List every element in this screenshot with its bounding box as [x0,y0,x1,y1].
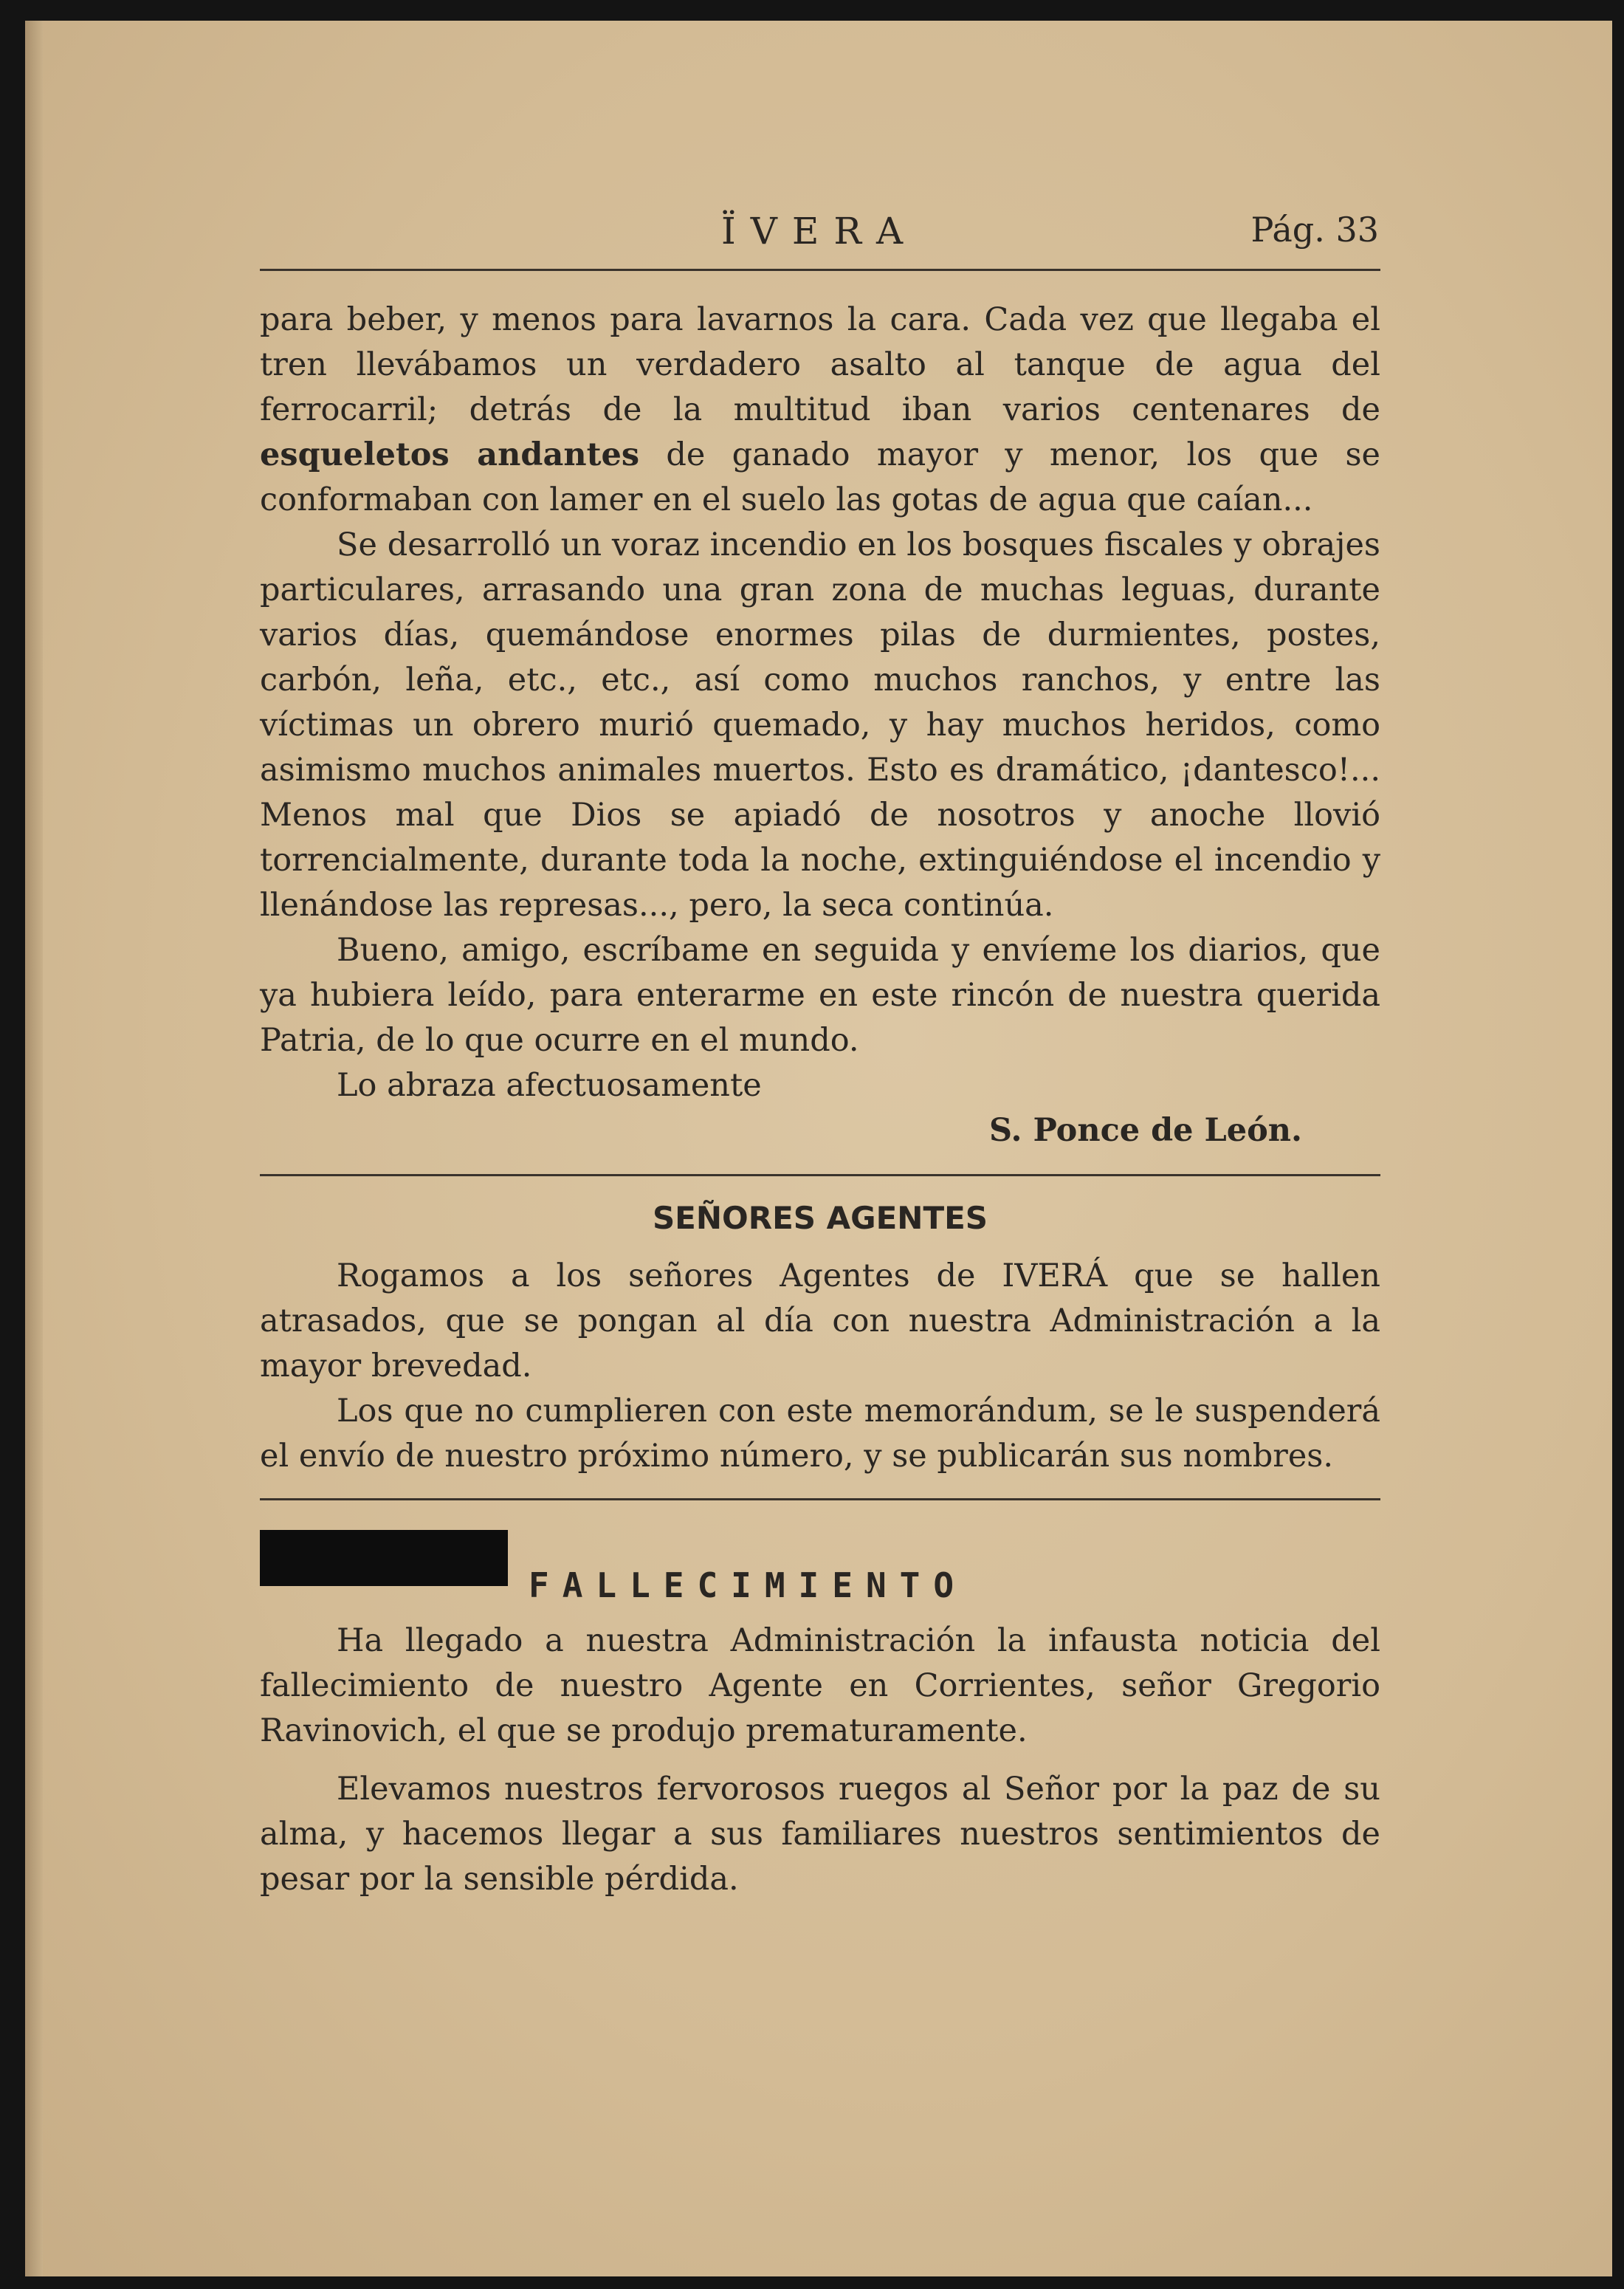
agents-paragraph-1: Rogamos a los señores Agentes de IVERÁ que se hallen atrasados, que se pongan al día con nuestra Administración a la mayor brevedad. [260,1257,1380,1384]
emphasis-text: esqueletos andantes [260,436,640,473]
section-divider [260,1174,1380,1176]
letter-signature: S. Ponce de León. [989,1112,1302,1149]
obituary-heading: FALLECIMIENTO [529,1565,968,1605]
obituary-notice [260,1619,1380,1902]
page-number: Pág. 33 [1250,210,1379,250]
section-divider [260,1498,1380,1500]
letter-paragraph-2: Se desarrolló un voraz incendio en los bosques fiscales y obrajes particulares, arrasando una gran zona de muchas leguas, durante varios días, quemándose enormes pilas de durmientes, postes, carbón, leña, etc., etc., así como muchos ranchos, y entre las víctimas un obrero murió quemado, y hay muchos heridos, como asimismo muchos animales muertos. Esto es dramático, ¡dantesco!... Menos mal que Dios se apiadó de nosotros y anoche llovió torrencialmente, durante toda la noche, extinguiéndose el incendio y llenándose las represas..., pero, la seca continúa. [260,526,1380,924]
letter-body [260,298,1380,1153]
book-page [25,21,1612,2276]
agents-heading: SEÑORES AGENTES [652,1200,988,1236]
letter-closing: Lo abraza afectuosamente [337,1067,762,1104]
running-header [260,205,1380,271]
obituary-paragraph-2: Elevamos nuestros fervorosos ruegos al Señor por la paz de su alma, y hacemos llegar a sus familiares nuestros sentimientos de pesar por la sensible pérdida. [260,1771,1380,1898]
obituary-header [260,1530,1380,1619]
letter-paragraph-1: para beber, y menos para lavarnos la cara. Cada vez que llegaba el tren llevábamos un verdadero asalto al tanque de agua del ferrocarril; detrás de la multitud iban varios centenares de esqueletos andantes de ganado mayor y menor, los que se conformaban con lamer en el suelo las gotas de agua que caían... [260,301,1381,518]
obituary-paragraph-1: Ha llegado a nuestra Administración la infausta noticia del fallecimiento de nuestro Agente en Corrientes, señor Gregorio Ravinovich, el que se produjo prematuramente. [260,1622,1380,1749]
agents-paragraph-2: Los que no cumplieren con este memorándum, se le suspenderá el envío de nuestro próximo número, y se publicarán sus nombres. [260,1393,1380,1475]
agents-notice [260,1254,1380,1479]
journal-title: ÏVERA [721,210,918,253]
page-spine-shadow [25,21,43,2276]
letter-paragraph-3: Bueno, amigo, escríbame en seguida y envíeme los diarios, que ya hubiera leído, para enterarme en este rincón de nuestra querida Patria, de lo que ocurre en el mundo. [260,932,1380,1059]
mourning-band [260,1530,508,1586]
page-content [260,205,1380,1902]
